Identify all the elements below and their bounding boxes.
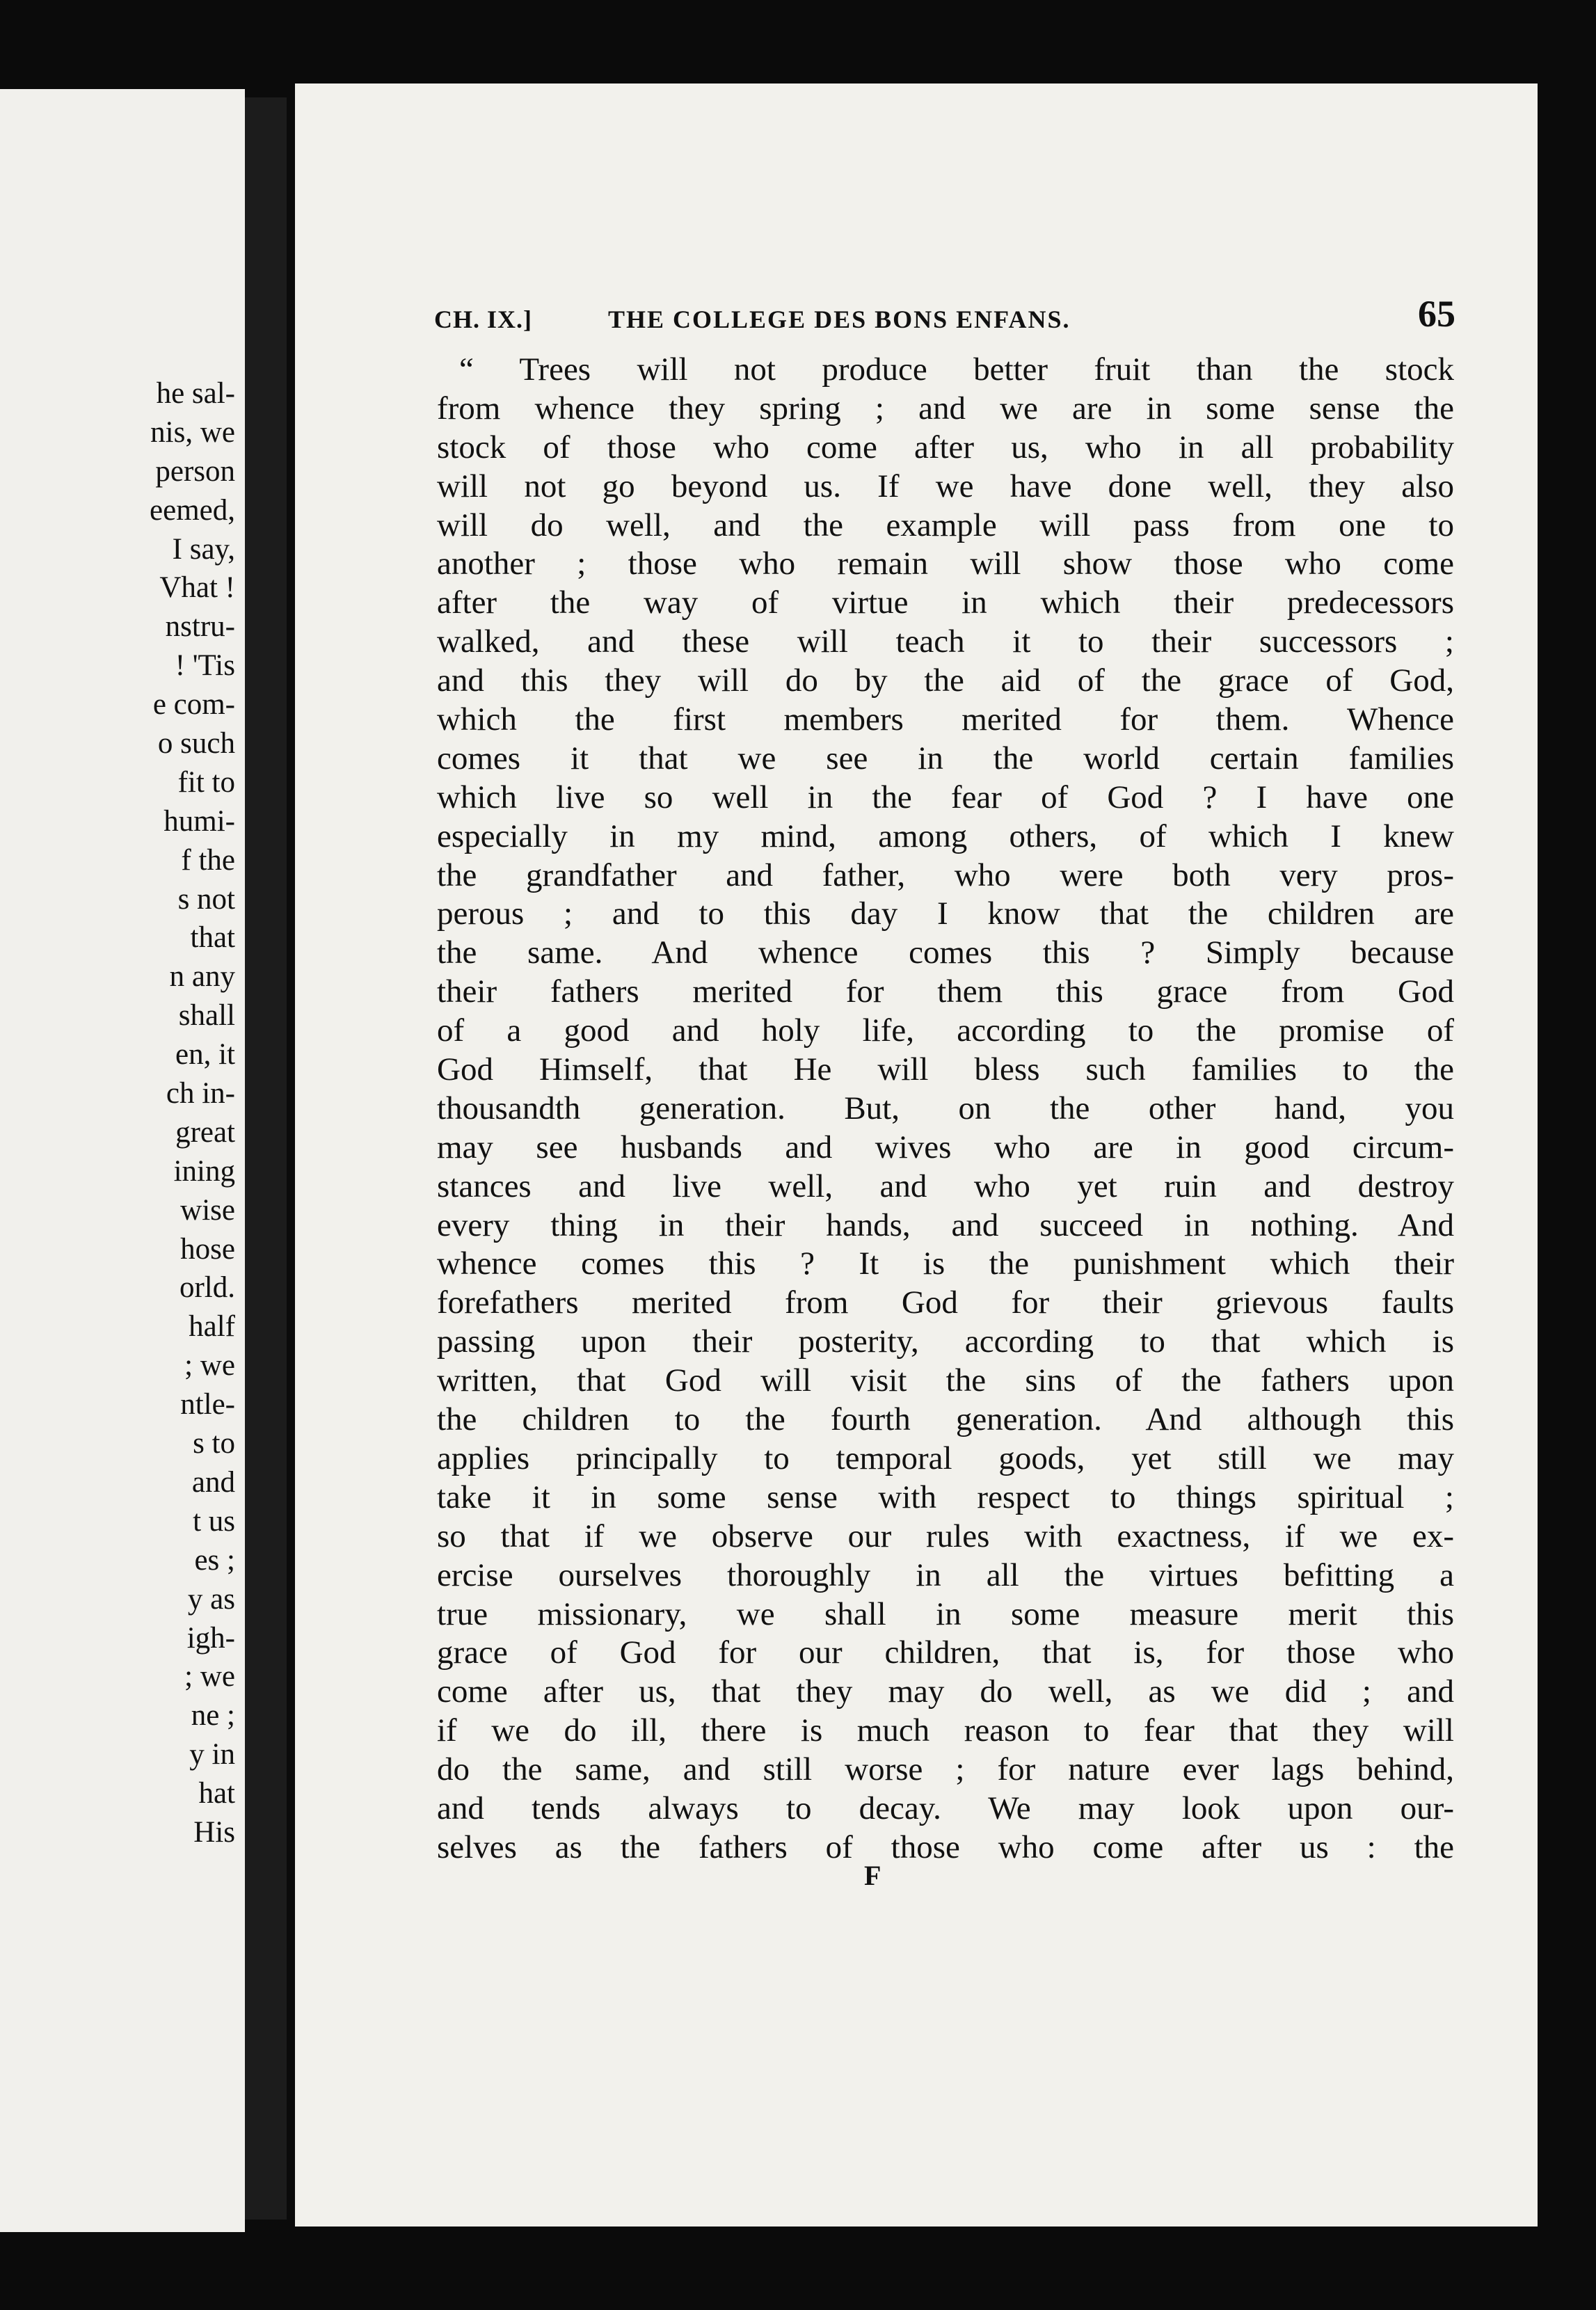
left-page-line: y as [187,1582,235,1616]
left-page-line: en, it [175,1038,235,1072]
left-page-line: s not [177,882,235,916]
left-page-line: es ; [194,1543,235,1577]
text-line: after the way of virtue in which their predecessors [437,584,1454,621]
text-line: forefathers merited from God for their grievous faults [437,1284,1454,1321]
left-page-line: wise [180,1193,235,1227]
text-line: whence comes this ? It is the punishment which their [437,1245,1454,1282]
page-number: 65 [1418,293,1455,335]
left-page-line: hose [180,1232,235,1266]
text-line: the grandfather and father, who were both very pros- [437,857,1454,893]
text-line: God Himself, that He will bless such families to the [437,1051,1454,1088]
left-page-line: eemed, [150,493,235,527]
left-page-line: person [155,454,235,488]
left-page-line: and [191,1465,235,1499]
text-line: may see husbands and wives who are in good circum- [437,1129,1454,1165]
text-line: the children to the fourth generation. And although this [437,1401,1454,1438]
text-line: grace of God for our children, that is, for those who [437,1634,1454,1671]
left-page-line: nis, we [150,415,235,449]
text-line: of a good and holy life, according to the promise of [437,1012,1454,1049]
text-line: and tends always to decay. We may look upon our- [437,1790,1454,1826]
body-text [437,351,1454,1867]
running-header [434,292,1455,348]
book-gutter [245,97,287,2220]
left-page-line: f the [181,843,235,877]
text-line: every thing in their hands, and succeed in nothing. And [437,1206,1454,1243]
left-page-line: shall [178,999,235,1033]
text-line: the same. And whence comes this ? Simply because [437,934,1454,971]
text-line: selves as the fathers of those who come after us : the [437,1829,1454,1865]
text-line: stock of those who come after us, who in all probability [437,429,1454,465]
left-page-line: ch in- [166,1077,235,1110]
left-page-line: great [175,1115,235,1149]
text-line: from whence they spring ; and we are in some sense the [437,390,1454,427]
left-page-line: ; we [184,1349,235,1383]
right-page [295,83,1538,2227]
signature-mark: F [864,1860,881,1891]
text-line: applies principally to temporal goods, yet still we may [437,1440,1454,1476]
left-page-line: orld. [179,1271,235,1305]
text-line: another ; those who remain will show those who come [437,545,1454,582]
left-page-line: ntle- [180,1388,235,1421]
text-line: will not go beyond us. If we have done well, they also [437,468,1454,504]
left-page-line: n any [169,960,235,994]
text-line: perous ; and to this day I know that the children are [437,895,1454,932]
running-title: THE COLLEGE DES BONS ENFANS. [608,305,1071,333]
text-line: “ Trees will not produce better fruit than the stock [459,351,1454,388]
left-page-line: t us [193,1504,235,1538]
left-page-line: His [193,1815,235,1849]
text-line: their fathers merited for them this grace from God [437,973,1454,1010]
left-page-line: ! 'Tis [175,649,235,683]
text-line: written, that God will visit the sins of the fathers upon [437,1362,1454,1399]
left-page-line: half [189,1310,235,1344]
left-page-line: ; we [184,1660,235,1694]
text-line: will do well, and the example will pass from one to [437,507,1454,543]
text-line: if we do ill, there is much reason to fear that they will [437,1712,1454,1749]
left-page-line: ne ; [191,1699,235,1732]
text-line: do the same, and still worse ; for nature ever lags behind, [437,1751,1454,1788]
left-page-line: Vhat ! [159,571,235,605]
left-page-line: I say, [172,532,235,566]
text-line: passing upon their posterity, according to that which is [437,1323,1454,1360]
left-page-line: y in [189,1738,235,1771]
text-line: so that if we observe our rules with exactness, if we ex- [437,1518,1454,1554]
left-page-line: ining [173,1154,235,1188]
left-page-line: that [190,921,235,955]
text-line: and this they will do by the aid of the grace of God, [437,662,1454,699]
left-page-line: he sal- [156,377,235,410]
left-page-line: humi- [163,804,235,838]
left-page-line: fit to [177,765,235,799]
left-page-line: igh- [186,1621,235,1655]
left-page-line: s to [193,1427,235,1460]
text-line: comes it that we see in the world certain families [437,740,1454,776]
left-page [0,89,245,2232]
left-page-line: hat [198,1777,235,1810]
text-line: ercise ourselves thoroughly in all the virtues befitting a [437,1556,1454,1593]
text-line: true missionary, we shall in some measure merit this [437,1595,1454,1632]
left-page-line: o such [157,727,235,760]
text-line: stances and live well, and who yet ruin and destroy [437,1168,1454,1204]
text-line: which the first members merited for them. Whence [437,701,1454,738]
text-line: which live so well in the fear of God ? I have one [437,779,1454,815]
chapter-label: CH. IX.] [434,305,532,333]
text-line: thousandth generation. But, on the other hand, you [437,1090,1454,1126]
left-page-line: e com- [152,688,235,722]
text-line: walked, and these will teach it to their successors ; [437,623,1454,660]
left-page-text-fragments [150,374,235,1852]
text-line: come after us, that they may do well, as we did ; and [437,1673,1454,1710]
text-line: especially in my mind, among others, of which I knew [437,818,1454,854]
text-line: take it in some sense with respect to things spiritual ; [437,1479,1454,1515]
left-page-line: nstru- [165,610,235,644]
